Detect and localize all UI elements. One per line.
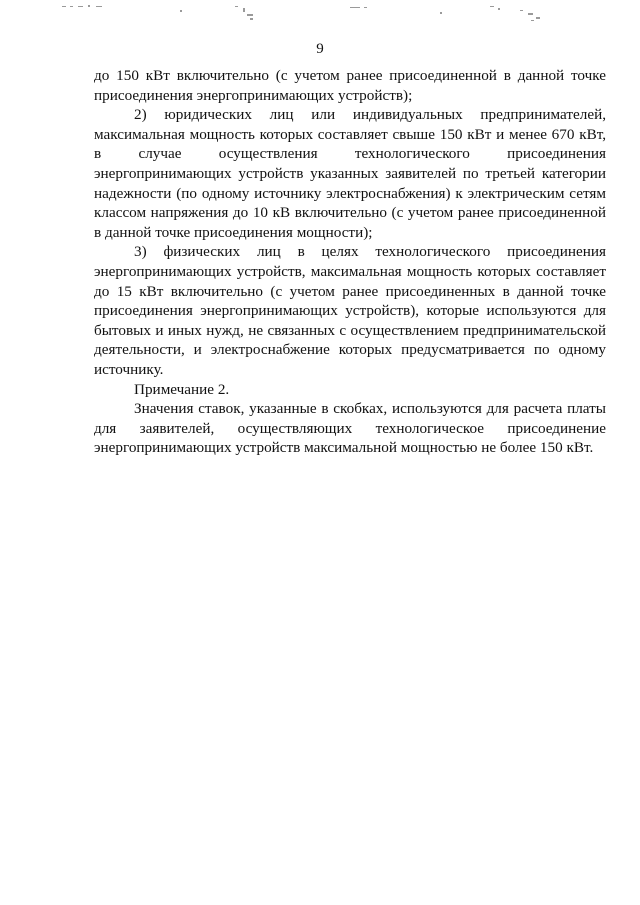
page-number: 9 (316, 41, 324, 57)
paragraph-item-3: 3) физических лиц в целях технологического присоединения энергопринимающих устройств, максимальная мощность которых составляет до 15 кВт включительно (с учетом ранее присоединенных в данной точке присоединения энергопринимающих устройств), которые используются для бытовых и иных нужд, не связанных с осуществлением предпринимательской деятельности, и электроснабжение которых предусматривается по одному источнику. (94, 243, 606, 378)
paragraph-item-2: 2) юридических лиц или индивидуальных предпринимателей, максимальная мощность которых составляет свыше 150 кВт и менее 670 кВт, в случае осуществления технологического присоединения энергопринимающих устройств указанных заявителей по третьей категории надежности (по одному источнику электроснабжения) к электрическим сетям классом напряжения до 10 кВ включительно (с учетом ранее присоединенной в данной точке присоединения мощности); (94, 106, 606, 241)
paragraph-continuation: до 150 кВт включительно (с учетом ранее присоединенной в данной точке присоединения энергопринимающих устройств); (94, 67, 606, 104)
note-paragraph: Значения ставок, указанные в скобках, используются для расчета платы для заявителей, осуществляющих технологическое присоединение энергопринимающих устройств максимальной мощностью не более 150 кВт. (94, 400, 606, 457)
scan-artifact-marks (0, 0, 640, 30)
document-body (94, 66, 606, 458)
note-heading: Примечание 2. (134, 380, 230, 398)
